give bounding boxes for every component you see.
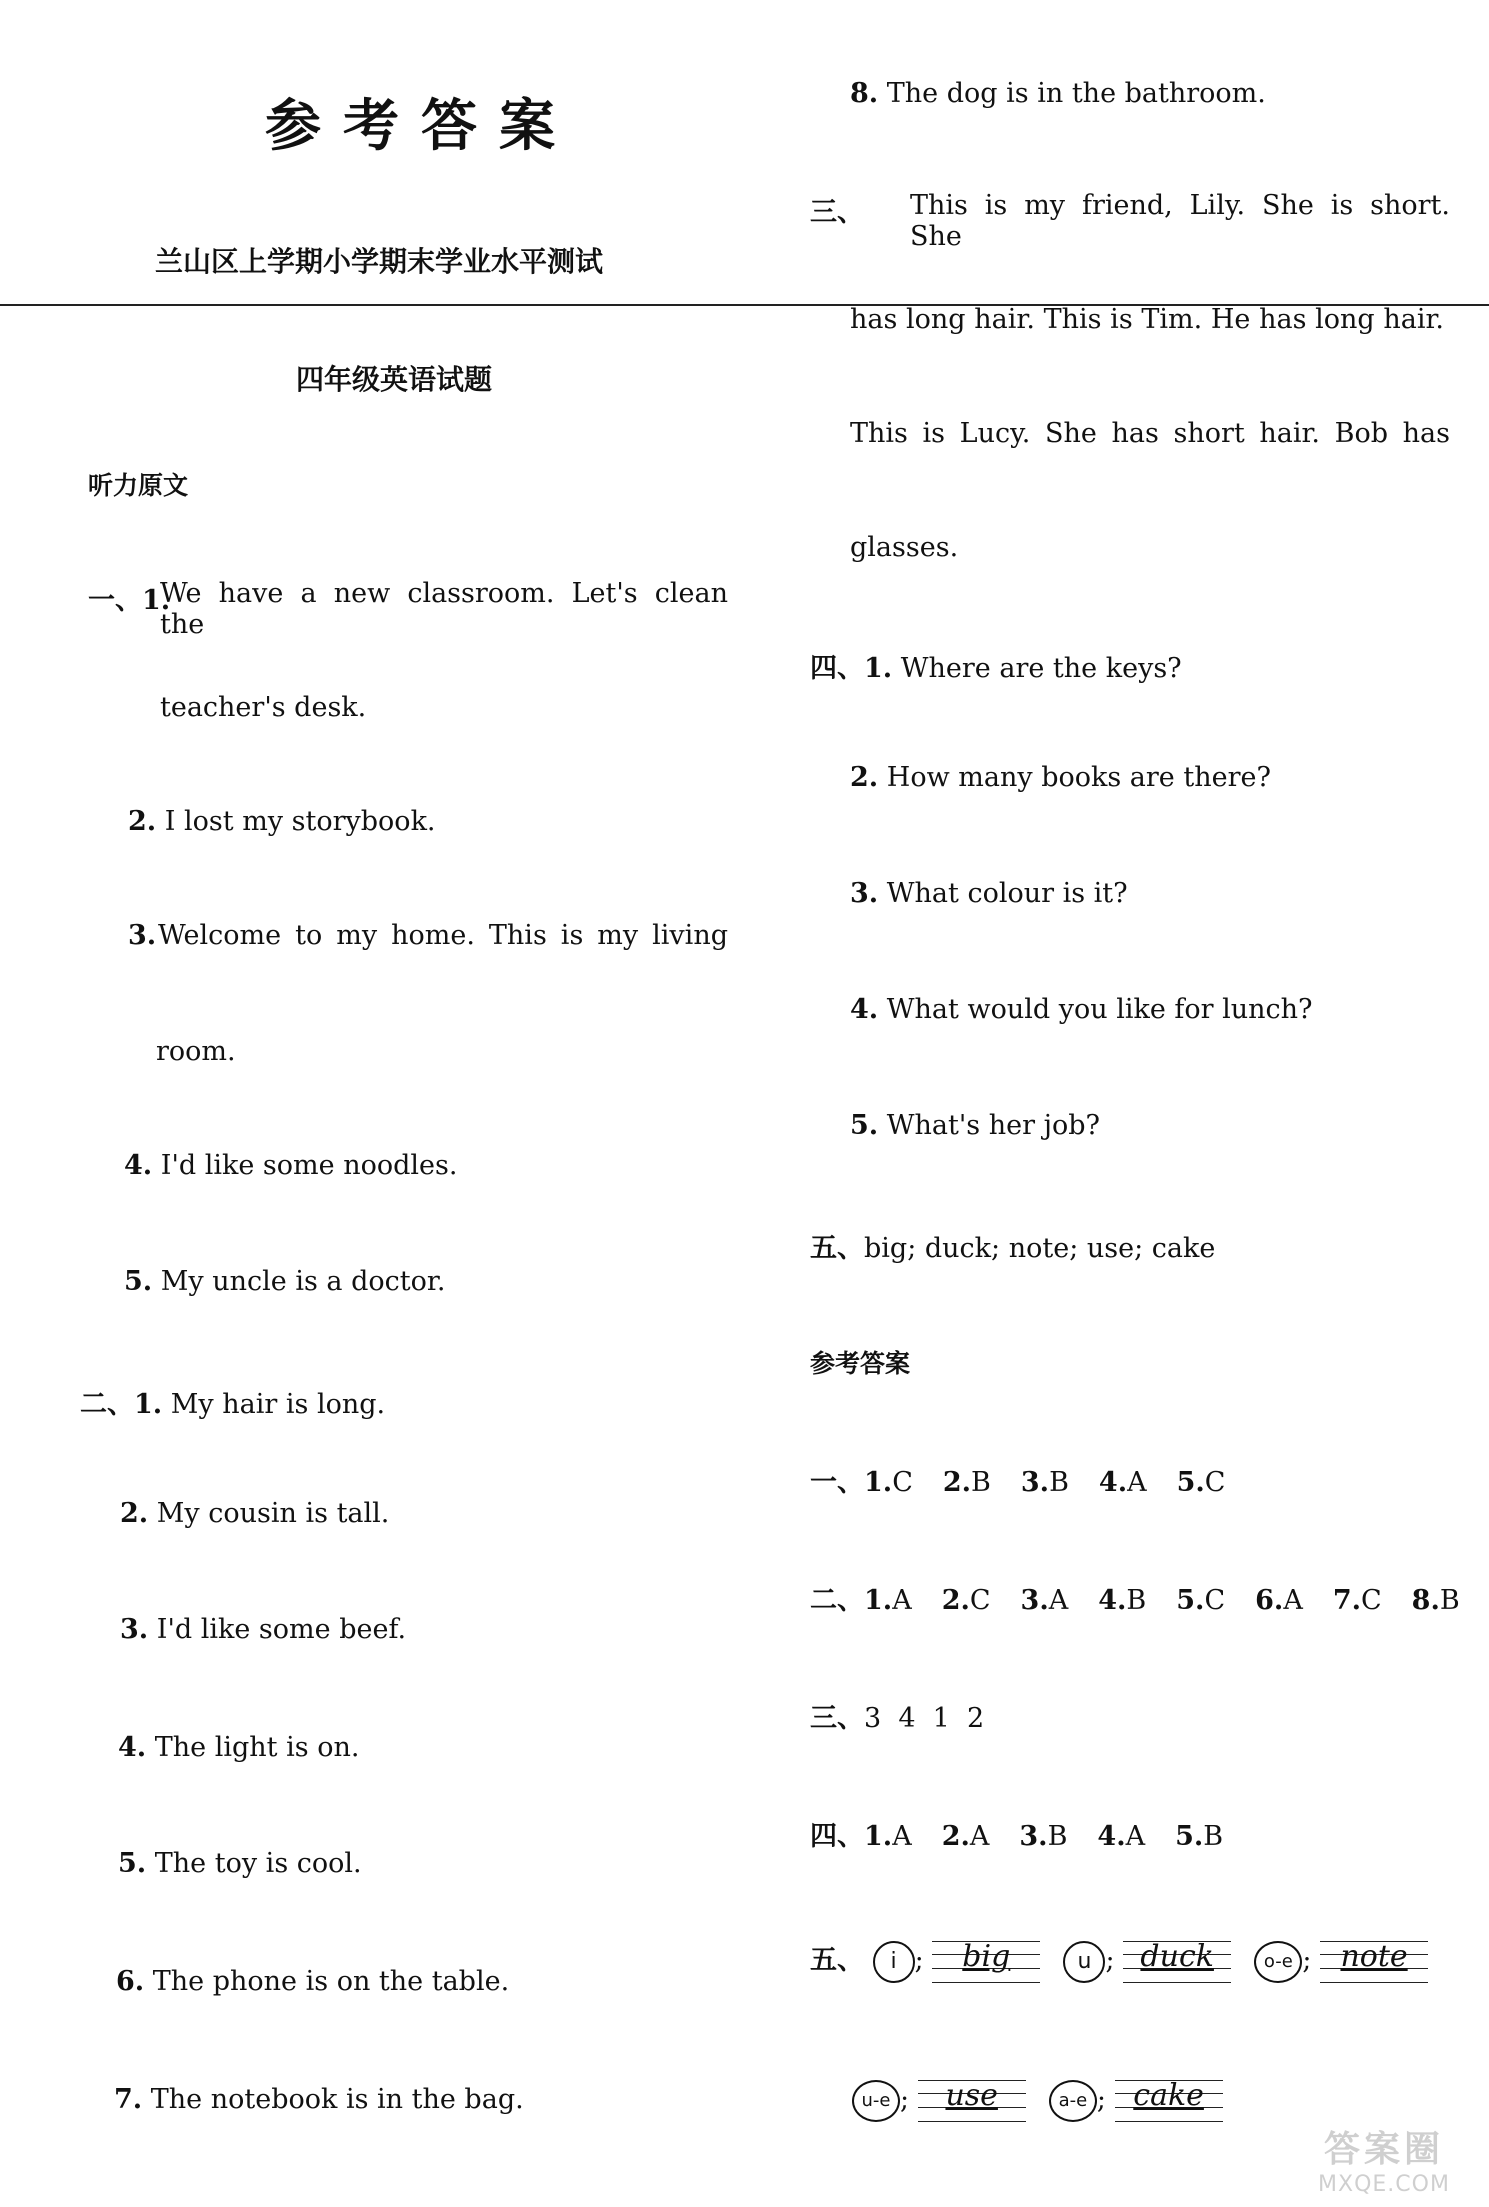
part3-line-4: glasses.: [850, 532, 959, 563]
part3-line-2: has long hair. This is Tim. He has long hair.: [850, 304, 1444, 335]
answer-row-5a: 五、 i ; big u ; duck o-e ; note: [810, 1938, 1428, 1983]
part5-marker: 五、: [810, 1233, 864, 1264]
part2-item-6: 6. The phone is on the table.: [116, 1966, 510, 1997]
part4-item-3: 3. What colour is it?: [850, 878, 1128, 909]
part1-item-1: 一、1.: [88, 585, 171, 616]
part5-listening: 五、big; duck; note; use; cake: [810, 1233, 1216, 1264]
answer-word-use: use: [918, 2080, 1026, 2122]
part3-line-1: This is my friend, Lily. She is short. She: [910, 190, 1450, 252]
part2-item-4: 4. The light is on.: [118, 1732, 360, 1763]
part4-item-1: 四、1. Where are the keys?: [810, 653, 1182, 684]
exam-title: 四年级英语试题: [296, 363, 493, 396]
part1-item-3-num: 3.: [128, 920, 157, 951]
page-title: 参考答案: [265, 94, 577, 159]
answer-row-3: 三、3 4 1 2: [810, 1703, 985, 1734]
part3-marker: 三、: [810, 197, 864, 228]
part2-item-5: 5. The toy is cool.: [118, 1848, 362, 1879]
part4-item-5: 5. What's her job?: [850, 1110, 1100, 1141]
section-label-answers: 参考答案: [810, 1349, 911, 1378]
part1-item-3-text: Welcome to my home. This is my living: [158, 920, 728, 951]
part1-item-5: 5. My uncle is a doctor.: [124, 1266, 446, 1297]
part1-item-1-text: We have a new classroom. Let's clean the: [160, 578, 728, 640]
part4-item-2: 2. How many books are there?: [850, 762, 1271, 793]
answer-word-note: note: [1320, 1941, 1428, 1983]
part1-item-2: 2. I lost my storybook.: [128, 806, 436, 837]
vowel-circle: o-e: [1254, 1941, 1302, 1983]
part3-line-3: This is Lucy. She has short hair. Bob has: [850, 418, 1450, 449]
exam-subtitle: 兰山区上学期小学期末学业水平测试: [155, 245, 604, 278]
answer-word-duck: duck: [1123, 1941, 1231, 1983]
part2-item-2: 2. My cousin is tall.: [120, 1498, 390, 1529]
watermark-logo: 答案圈 MXQE.COM: [1318, 2129, 1450, 2197]
vowel-circle: u: [1063, 1941, 1105, 1983]
section-label-listening: 听力原文: [88, 471, 189, 500]
part1-item-4: 4. I'd like some noodles.: [124, 1150, 458, 1181]
part1-item-3-cont: room.: [156, 1036, 236, 1067]
answer-row-2: 二、1.A 2.C 3.A 4.B 5.C 6.A 7.C 8.B: [810, 1585, 1460, 1616]
part2-marker: 二、: [80, 1389, 134, 1420]
part2-item-3: 3. I'd like some beef.: [120, 1614, 407, 1645]
part1-marker: 一、: [88, 585, 142, 616]
vowel-circle: i: [873, 1941, 915, 1983]
part2-item-1: 二、1. My hair is long.: [80, 1389, 386, 1420]
part4-item-4: 4. What would you like for lunch?: [850, 994, 1313, 1025]
part4-marker: 四、: [810, 653, 864, 684]
answer-row-1: 一、1.C 2.B 3.B 4.A 5.C: [810, 1467, 1226, 1498]
answer-row-4: 四、1.A 2.A 3.B 4.A 5.B: [810, 1821, 1224, 1852]
part2-item-7: 7. The notebook is in the bag.: [114, 2084, 524, 2115]
answer-row-5b: u-e ; use a-e ; cake: [852, 2080, 1223, 2122]
part2-item-8: 8. The dog is in the bathroom.: [850, 78, 1266, 109]
part1-item-1-cont: teacher's desk.: [160, 692, 367, 723]
vowel-circle: a-e: [1049, 2080, 1097, 2122]
vowel-circle: u-e: [852, 2080, 900, 2122]
answer-word-cake: cake: [1115, 2080, 1223, 2122]
answer-word-big: big: [932, 1941, 1040, 1983]
